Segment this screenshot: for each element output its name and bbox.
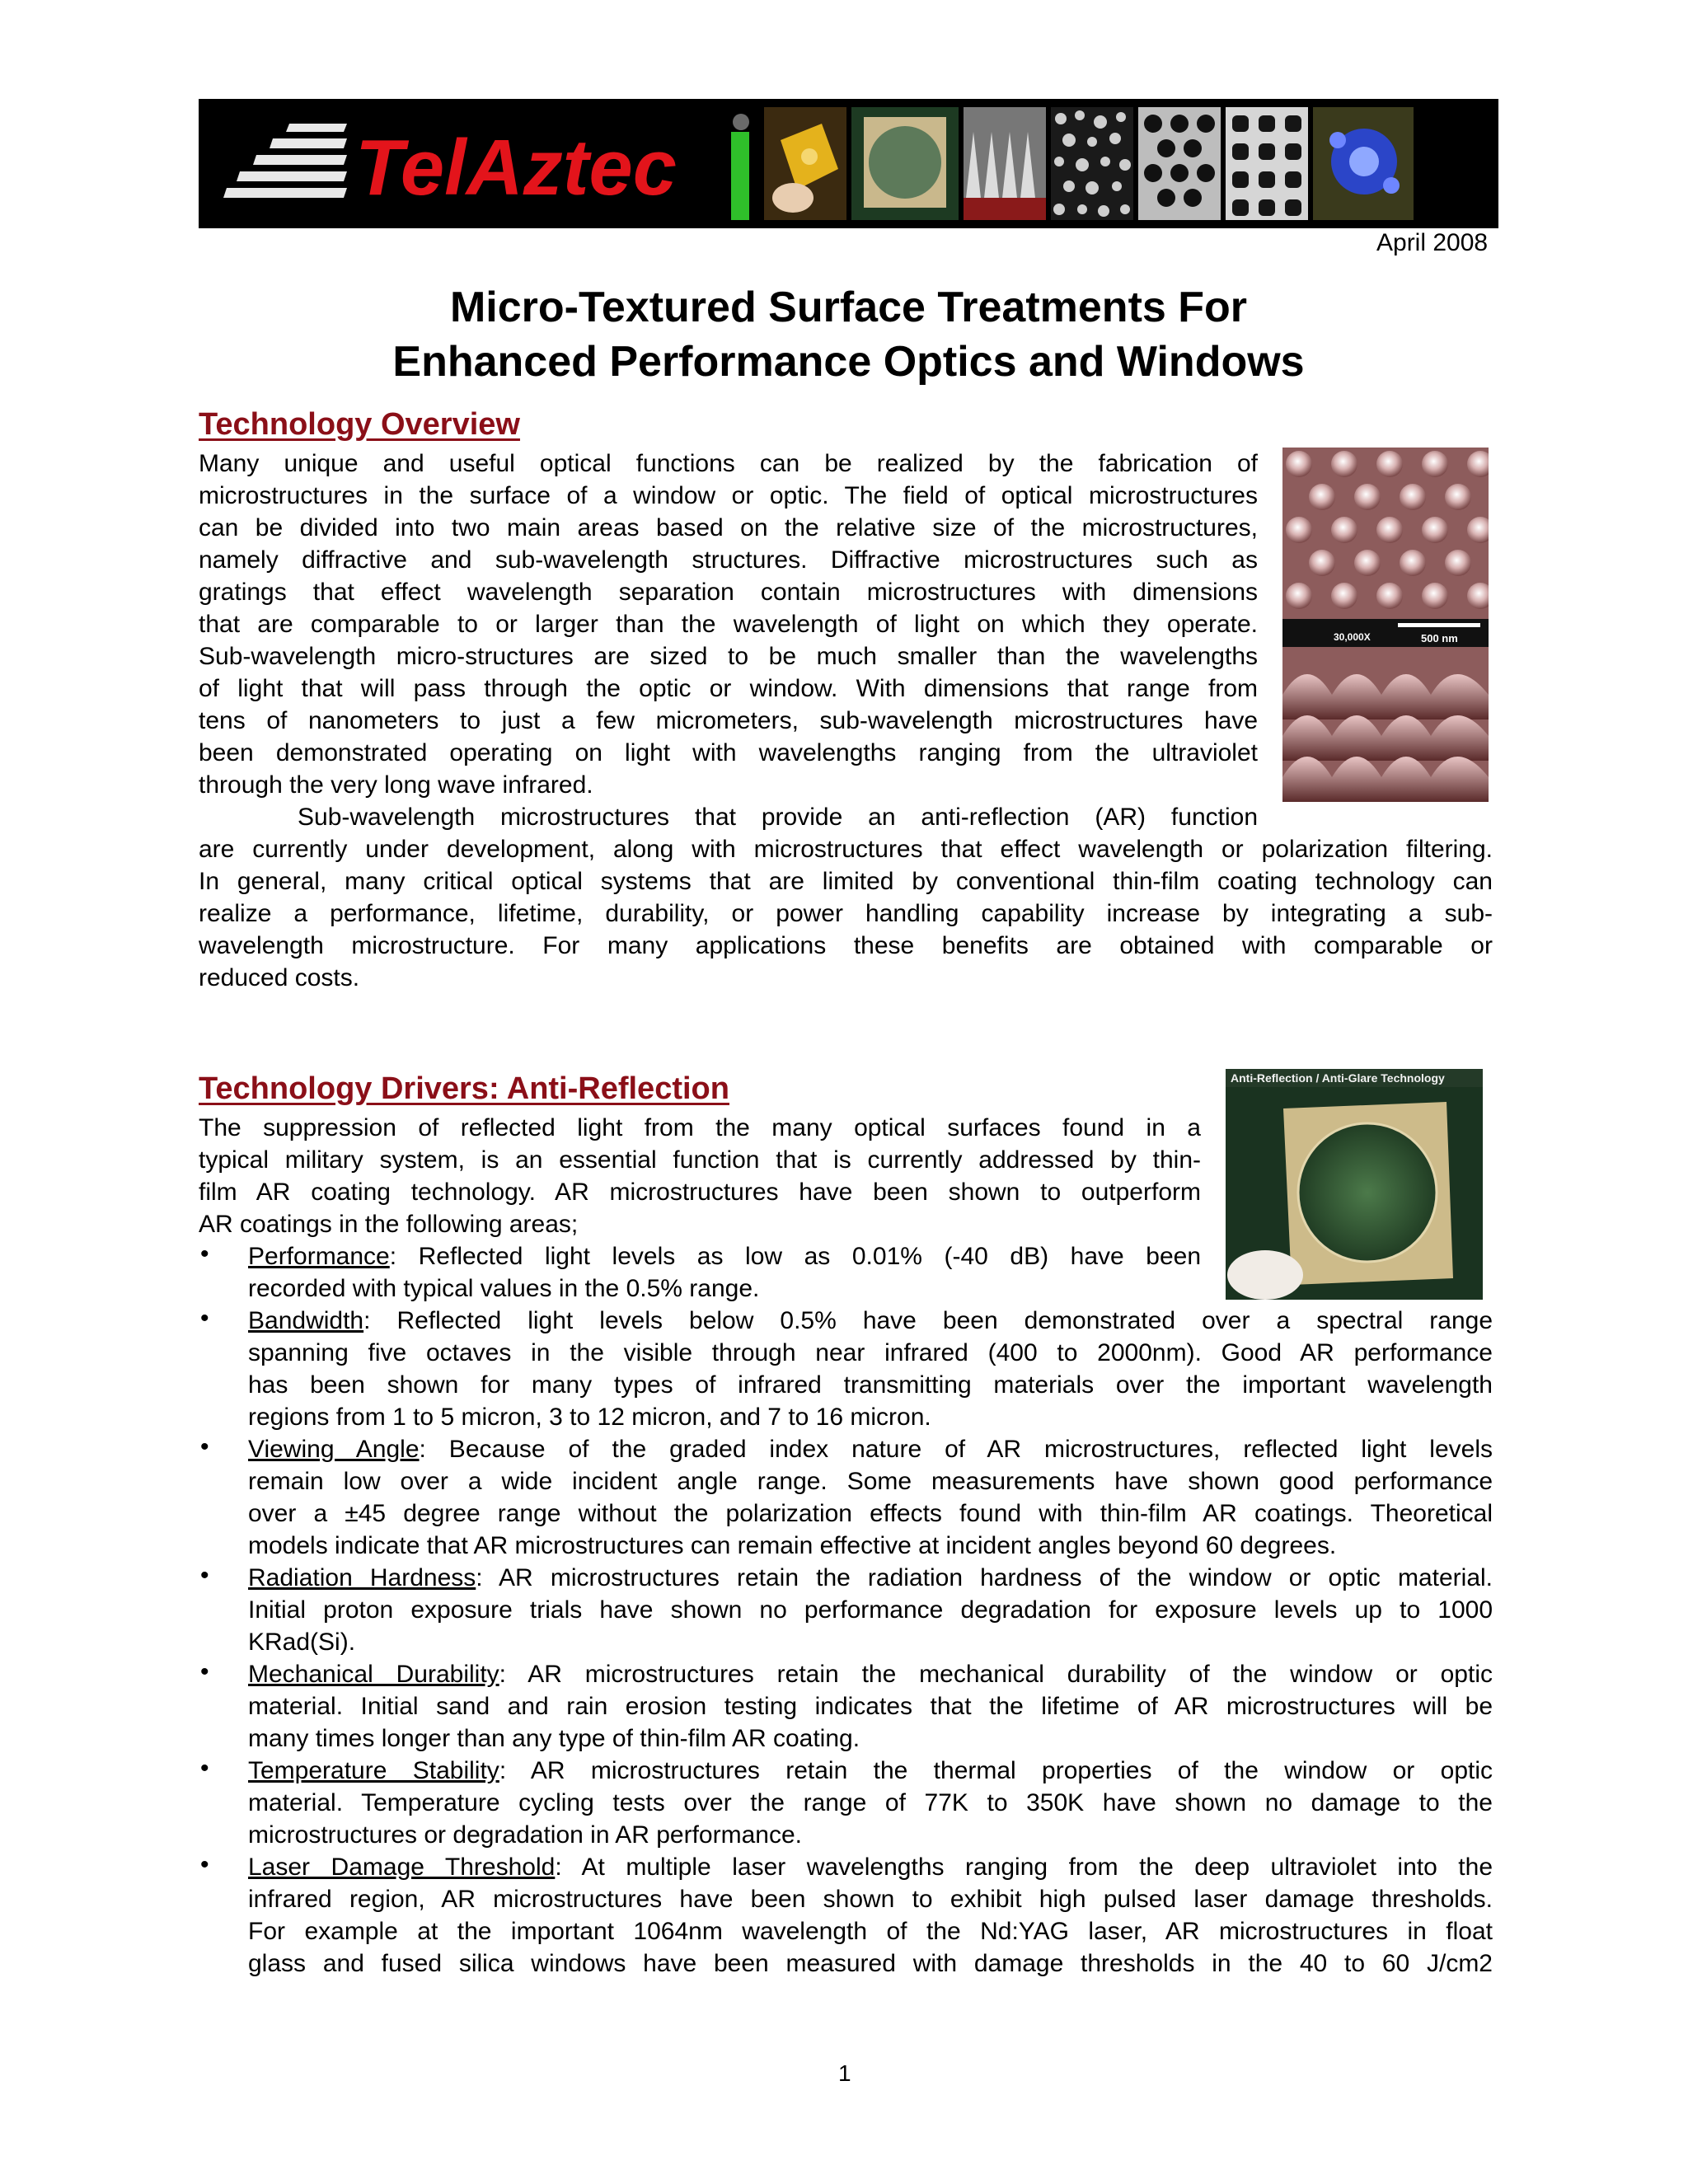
text-line: has been shown for many types of infrared transmitting materials over the important wavelength [248,1371,1493,1399]
text-line: The suppression of reflected light from the many optical surfaces found in a [199,1114,1201,1141]
bullet-text: : AR microstructures retain the radiation hardness of the window or optic material. [476,1564,1493,1591]
document-date: April 2008 [1376,229,1489,256]
bullet-label: Bandwidth [248,1307,364,1334]
title-line-2: Enhanced Performance Optics and Windows [392,338,1305,386]
bullet-temperature-stability [248,1755,1493,1851]
bullet-text: : Because of the graded index nature of AR microstructures, reflected light levels [419,1436,1493,1463]
bullet-marker: • [200,1658,209,1685]
bullet-text: : Reflected light levels as low as 0.01% (-40 dB) have been [389,1243,1201,1270]
bullet-label: Mechanical Durability [248,1661,499,1688]
text-line: over a ±45 degree range without the polarization effects found with thin-film AR coatings. Theoretical [248,1500,1493,1527]
text-line: models indicate that AR microstructures can remain effective at incident angles beyond 60 degrees. [248,1532,1337,1559]
header-banner [199,99,1498,228]
text-line: glass and fused silica windows have been measured with damage thresholds in the 40 to 60 J/cm2 [248,1950,1493,1977]
text-line: typical military system, is an essential function that is currently addressed by thin- [199,1146,1201,1174]
text-line: AR coatings in the following areas; [199,1211,579,1238]
document-title [199,280,1498,389]
text-line: Many unique and useful optical functions can be realized by the fabrication of [199,450,1258,477]
title-line-1: Micro-Textured Surface Treatments For [449,284,1248,331]
text-line: many times longer than any type of thin-film AR coating. [248,1725,860,1752]
sem-microstructure-image [1282,448,1489,802]
bullet-marker: • [200,1433,209,1460]
text-line: recorded with typical values in the 0.5% range. [248,1275,760,1302]
text-line: spanning five octaves in the visible through near infrared (400 to 2000nm). Good AR performance [248,1339,1493,1366]
text-line: infrared region, AR microstructures have been shown to exhibit high pulsed laser damage thresholds. [248,1886,1493,1913]
text-line: Initial proton exposure trials have shown no performance degradation for exposure levels up to 1000 [248,1596,1493,1624]
text-line: are currently under development, along with microstructures that effect wavelength or polarization filtering. [199,836,1493,863]
brand-wordmark: TelAztec [355,124,677,212]
bullet-radiation-hardness [248,1562,1493,1658]
ar-antiglare-image [1226,1069,1483,1300]
ridge-microstructure-image [964,107,1046,220]
text-line: can be divided into two main areas based on the relative size of the microstructures, [199,514,1258,541]
ar-window-image [851,107,959,220]
text-line: realize a performance, lifetime, durability, or power handling capability increase by integrating a sub- [199,900,1493,927]
text-line: microstructures in the surface of a window or optic. The field of optical microstructures [199,482,1258,509]
text-line: In general, many critical optical systems that are limited by conventional thin-film coating technology can [199,868,1493,895]
overview-heading: Technology Overview [199,407,520,442]
bullet-label: Radiation Hardness [248,1564,476,1591]
drivers-intro-paragraph [199,1112,1201,1240]
overview-paragraph-1 [199,448,1258,801]
bullet-text: : At multiple laser wavelengths ranging from the deep ultraviolet into the [555,1854,1493,1881]
bullet-mechanical-durability [248,1658,1493,1755]
text-line: through the very long wave infrared. [199,771,593,799]
text-line: remain low over a wide incident angle range. Some measurements have shown good performance [248,1468,1493,1495]
overview-paragraph-2-first-line [298,801,1258,833]
overview-paragraph-2 [199,833,1493,994]
text-line: gratings that effect wavelength separation contain microstructures with dimensions [199,579,1258,606]
text-line: Sub-wavelength micro-structures are sized to be much smaller than the wavelengths [199,643,1258,670]
text-line: Sub-wavelength microstructures that provide an anti-reflection (AR) function [298,804,1258,831]
text-line: material. Temperature cycling tests over the range of 77K to 350K have shown no damage to the [248,1789,1493,1816]
bullet-text: : AR microstructures retain the mechanical durability of the window or optic [499,1661,1493,1688]
green-bar-image [726,107,759,220]
hole-array-image [1138,107,1221,220]
blue-device-image [1313,107,1414,220]
text-line: been demonstrated operating on light with wavelengths ranging from the ultraviolet [199,739,1258,766]
bullet-bandwidth [248,1305,1493,1433]
ar-image-caption: Anti-Reflection / Anti-Glare Technology [1231,1071,1445,1085]
bullet-performance [248,1240,1201,1305]
bullet-viewing-angle [248,1433,1493,1562]
text-line: tens of nanometers to just a few micrometers, sub-wavelength microstructures have [199,707,1258,734]
page-number: 1 [838,2060,851,2086]
text-line: material. Initial sand and rain erosion testing indicates that the lifetime of AR microstructures will be [248,1693,1493,1720]
drivers-heading: Technology Drivers: Anti-Reflection [199,1071,729,1106]
text-line: film AR coating technology. AR microstructures have been shown to outperform [199,1179,1201,1206]
bullet-marker: • [200,1305,209,1332]
bullet-label: Temperature Stability [248,1757,499,1784]
text-line: regions from 1 to 5 micron, 3 to 12 micron, and 7 to 16 micron. [248,1404,931,1431]
bullet-marker: • [200,1851,209,1878]
bullet-marker: • [200,1240,209,1268]
bullet-text: : Reflected light levels below 0.5% have been demonstrated over a spectral range [363,1307,1493,1334]
text-line: For example at the important 1064nm wavelength of the Nd:YAG laser, AR microstructures in float [248,1918,1493,1945]
text-line: microstructures or degradation in AR performance. [248,1821,802,1849]
bullet-label: Viewing Angle [248,1436,420,1463]
bullet-label: Performance [248,1243,390,1270]
text-line: KRad(Si). [248,1629,356,1656]
bullet-marker: • [200,1562,209,1589]
random-texture-image [1051,107,1133,220]
bullet-text: : AR microstructures retain the thermal properties of the window or optic [499,1757,1493,1784]
sem-scale-label: 500 nm [1421,632,1458,644]
square-hole-array-image [1226,107,1308,220]
text-line: wavelength microstructure. For many applications these benefits are obtained with comparable or [199,932,1493,959]
bullet-laser-damage-threshold [248,1851,1493,1980]
banner-image-strip [726,107,1414,220]
text-line: that are comparable to or larger than the wavelength of light on which they operate. [199,611,1258,638]
yellow-optic-image [764,107,846,220]
telaztec-logo [223,114,685,213]
text-line: namely diffractive and sub-wavelength structures. Diffractive microstructures such as [199,546,1258,574]
bullet-marker: • [200,1755,209,1782]
bullet-label: Laser Damage Threshold [248,1854,556,1881]
sem-magnification-label: 30,000X [1334,631,1371,643]
text-line: of light that will pass through the optic or window. With dimensions that range from [199,675,1258,702]
text-line: reduced costs. [199,964,360,991]
